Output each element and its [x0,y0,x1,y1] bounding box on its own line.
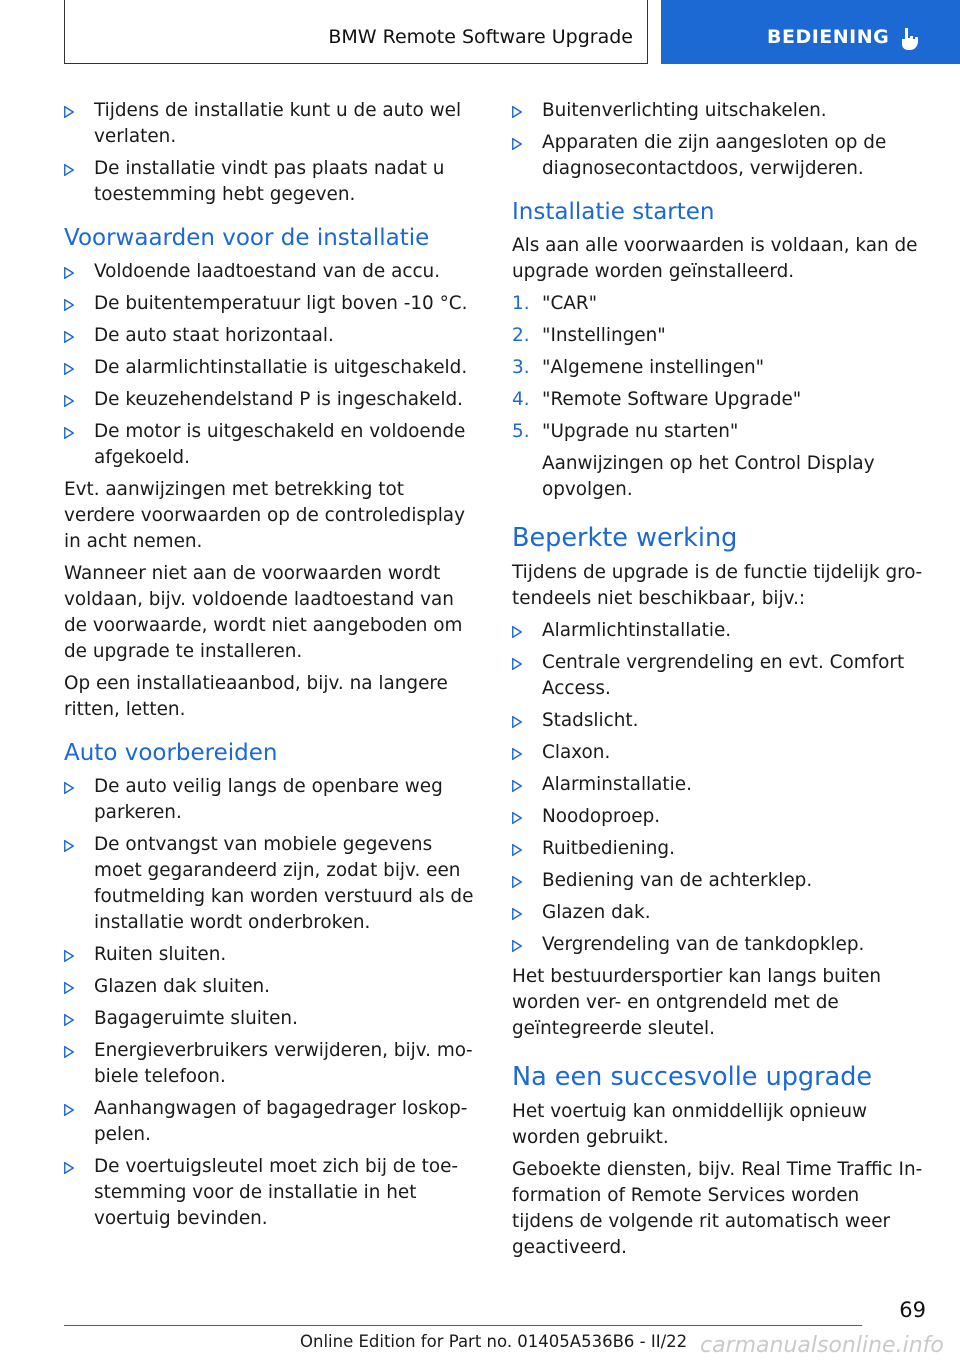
list-item [64,355,478,381]
header-title-box [64,0,648,64]
bullet-triangle-icon [64,840,74,852]
bullet-triangle-icon [512,876,522,888]
list-item [512,98,926,124]
list-item [64,156,478,208]
list-item [512,618,926,644]
bullet-text: Aanhangwagen of bagagedrager loskoppelen. [94,1098,468,1145]
list-item [64,98,478,150]
bullet-triangle-icon [64,1162,74,1174]
bullet-text: Noodoproep. [542,806,661,827]
bullet-triangle-icon [64,950,74,962]
step-text: "Upgrade nu starten" [542,421,739,442]
step-number: 1. [512,293,530,314]
bullet-triangle-icon [512,106,522,118]
step-number: 4. [512,389,530,410]
bullet-text: Tijdens de installatie kunt u de auto wel verlaten. [94,100,462,147]
paragraph: Het voertuig kan onmiddellijk opnieuw worden gebruikt. [512,1101,868,1148]
bullet-triangle-icon [512,812,522,824]
list-item [512,130,926,182]
bullet-triangle-icon [64,267,74,279]
paragraph: Wanneer niet aan de voorwaarden wordt voldaan, bijv. voldoende laadtoestand van de voorwaarde, wordt niet aangeboden om de upgrade te installeren. [64,563,463,662]
bullet-text: Stadslicht. [542,710,639,731]
footer-edition: Online Edition for Part no. 01405A536B6 - II/22 [300,1332,688,1351]
list-item [64,974,478,1000]
watermark: carmanualsonline.info [700,1333,944,1358]
left-column [64,98,478,1238]
bullet-text: Glazen dak sluiten. [94,976,271,997]
bullet-triangle-icon [64,331,74,343]
list-item [64,774,478,826]
bullet-triangle-icon [512,780,522,792]
step-note [512,451,926,503]
section-heading-prepare: Auto voorbereiden [64,740,278,766]
paragraph: Op een installatieaanbod, bijv. na langere ritten, letten. [64,673,448,720]
numbered-step [512,387,926,413]
bullet-text: Buitenverlichting uitschakelen. [542,100,827,121]
numbered-step [512,323,926,349]
step-text: "CAR" [542,293,598,314]
section-tab[interactable] [661,0,960,64]
paragraph: Geboekte diensten, bijv. Real Time Traffic Information of Remote Services worden tijdens de volgende rit automatisch weer geactiveerd. [512,1159,923,1258]
bullet-triangle-icon [64,106,74,118]
bullet-text: Alarminstallatie. [542,774,692,795]
list-item [64,1154,478,1232]
bullet-text: Centrale vergrendeling en evt. Comfort Access. [542,652,905,699]
section-heading-start-installation: Installatie starten [512,199,715,225]
bullet-triangle-icon [64,164,74,176]
list-item [512,650,926,702]
footer-divider [64,1325,862,1326]
page-number: 69 [899,1298,926,1322]
bullet-text: Vergrendeling van de tankdopklep. [542,934,865,955]
section-heading-limited-function: Beperkte werking [512,523,738,553]
bullet-text: Ruiten sluiten. [94,944,227,965]
bullet-text: Ruitbediening. [542,838,675,859]
bullet-text: De buitentemperatuur ligt boven -10 °C. [94,293,468,314]
bullet-triangle-icon [512,626,522,638]
bullet-triangle-icon [64,982,74,994]
bullet-text: De auto veilig langs de openbare weg parkeren. [94,776,443,823]
bullet-triangle-icon [64,1014,74,1026]
bullet-text: De keuzehendelstand P is ingeschakeld. [94,389,463,410]
list-item [512,932,926,958]
numbered-step [512,419,926,445]
list-item [64,323,478,349]
step-number: 2. [512,325,530,346]
bullet-text: Apparaten die zijn aangesloten op de diagnosecontactdoos, verwijderen. [542,132,887,179]
bullet-triangle-icon [512,844,522,856]
bullet-text: De ontvangst van mobiele gegevens moet gegarandeerd zijn, zodat bijv. een foutmelding kan worden verstuurd als de installatie wordt onderbroken. [94,834,474,933]
step-number: 5. [512,421,530,442]
bullet-text: Voldoende laadtoestand van de accu. [94,261,441,282]
paragraph: Als aan alle voorwaarden is voldaan, kan de upgrade worden geïnstalleerd. [512,235,918,282]
bullet-text: De voertuigsleutel moet zich bij de toestemming voor de installatie in het voertuig bevinden. [94,1156,459,1229]
step-number: 3. [512,357,530,378]
bullet-text: Bediening van de achterklep. [542,870,813,891]
numbered-step [512,291,926,317]
step-text: "Algemene instellingen" [542,357,765,378]
list-item [64,942,478,968]
list-item [64,419,478,471]
list-item [512,836,926,862]
bullet-text: Energieverbruikers verwijderen, bijv. mobiele telefoon. [94,1040,473,1087]
numbered-step [512,355,926,381]
bullet-text: Alarmlichtinstallatie. [542,620,732,641]
section-heading-after-upgrade: Na een succesvolle upgrade [512,1062,873,1092]
list-item [512,772,926,798]
bullet-triangle-icon [64,1104,74,1116]
list-item [512,804,926,830]
list-item [64,387,478,413]
bullet-text: Glazen dak. [542,902,651,923]
bullet-text: De installatie vindt pas plaats nadat u toestemming hebt gegeven. [94,158,445,205]
bullet-triangle-icon [512,940,522,952]
step-note-text: Aanwijzingen op het Control Display opvolgen. [542,453,875,500]
list-item [64,1006,478,1032]
bullet-triangle-icon [64,299,74,311]
list-item [64,259,478,285]
paragraph: Tijdens de upgrade is de functie tijdelijk grotendeels niet beschikbaar, bijv.: [512,562,923,609]
bullet-triangle-icon [64,782,74,794]
section-heading-prerequisites: Voorwaarden voor de installatie [64,225,430,251]
bullet-triangle-icon [64,395,74,407]
pointing-hand-icon [897,26,923,52]
paragraph: Evt. aanwijzingen met betrekking tot verdere voorwaarden op de controledisplay in acht nemen. [64,479,465,552]
bullet-triangle-icon [512,748,522,760]
bullet-triangle-icon [64,1046,74,1058]
bullet-triangle-icon [64,427,74,439]
list-item [512,868,926,894]
list-item [512,740,926,766]
step-text: "Instellingen" [542,325,666,346]
step-text: "Remote Software Upgrade" [542,389,802,410]
bullet-triangle-icon [512,658,522,670]
list-item [512,900,926,926]
bullet-text: Claxon. [542,742,611,763]
bullet-triangle-icon [512,908,522,920]
right-column [512,98,926,1267]
section-tab-label: BEDIENING [767,26,890,48]
list-item [64,1096,478,1148]
list-item [64,1038,478,1090]
bullet-triangle-icon [64,363,74,375]
bullet-text: De auto staat horizontaal. [94,325,334,346]
bullet-triangle-icon [512,138,522,150]
bullet-triangle-icon [512,716,522,728]
list-item [64,832,478,936]
bullet-text: Bagageruimte sluiten. [94,1008,298,1029]
bullet-text: De motor is uitgeschakeld en voldoende afgekoeld. [94,421,466,468]
paragraph: Het bestuurdersportier kan langs buiten worden ver- en ontgrendeld met de geïntegreerde sleutel. [512,966,882,1039]
list-item [512,708,926,734]
list-item [64,291,478,317]
bullet-text: De alarmlichtinstallatie is uitgeschakeld. [94,357,468,378]
header-title: BMW Remote Software Upgrade [328,26,633,48]
